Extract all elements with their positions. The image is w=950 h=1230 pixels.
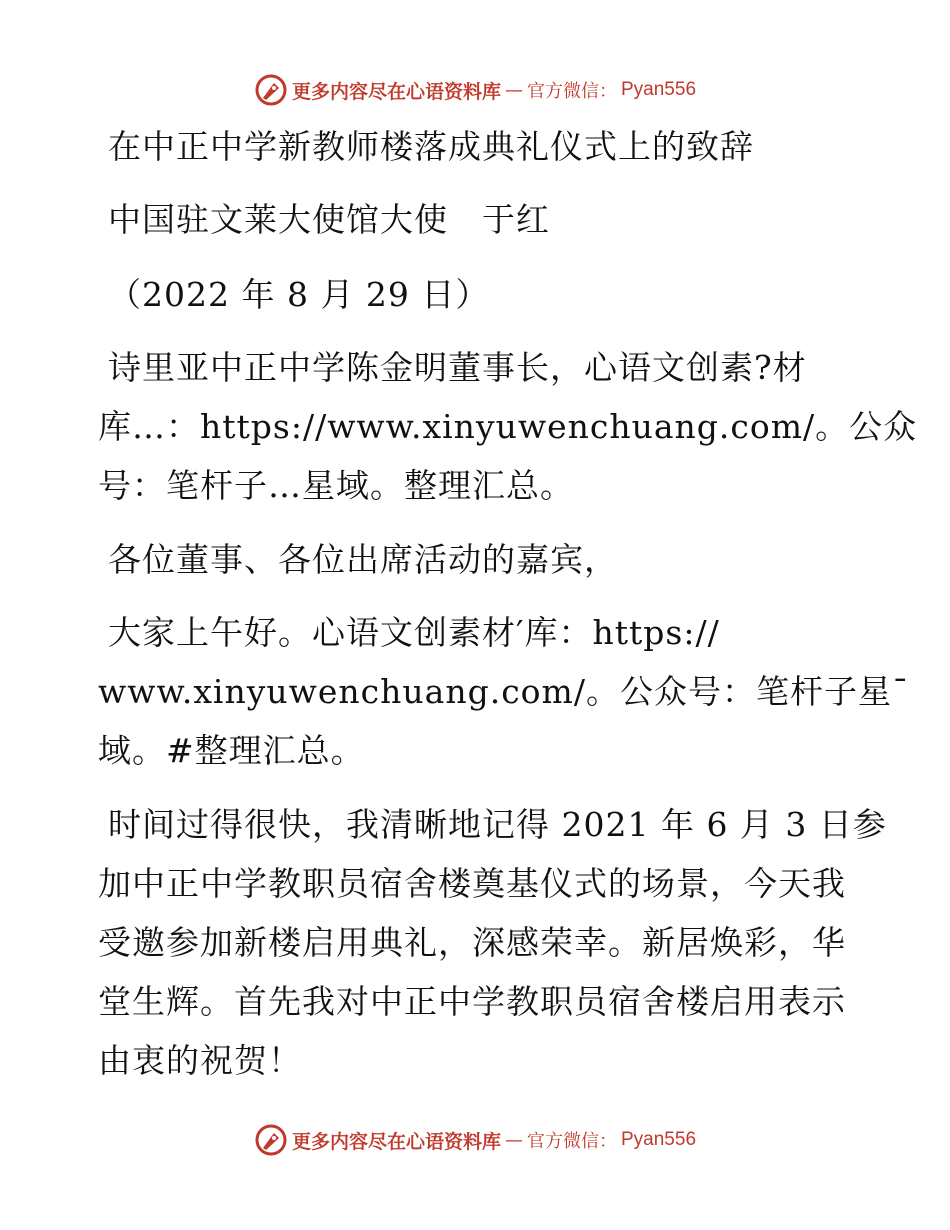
banner-separator: — xyxy=(505,1129,523,1151)
banner-wechat-id: Pyan556 xyxy=(621,1129,697,1150)
document-date: （2022 年 8 月 29 日） xyxy=(108,275,490,314)
footer-watermark-banner xyxy=(0,1122,950,1158)
paragraph-line: 库…：https://www.xinyuwenchuang.com/。公众 xyxy=(98,407,918,446)
document-title: 在中正中学新教师楼落成典礼仪式上的致辞 xyxy=(108,127,754,166)
banner-wechat-label: 官方微信： xyxy=(527,1131,617,1152)
paragraph-line: 大家上午好。心语文创素材′库：https:// xyxy=(108,613,720,652)
paragraph-line: 受邀参加新楼启用典礼，深感荣幸。新居焕彩，华 xyxy=(98,923,846,962)
banner-text: 更多内容尽在心语资料库 xyxy=(291,80,501,103)
paragraph-line: 加中正中学教职员宿舍楼奠基仪式的场景，今天我 xyxy=(98,864,846,903)
pen-nib-logo-icon xyxy=(254,1123,288,1157)
banner-wechat-id: Pyan556 xyxy=(621,79,697,100)
paragraph-line: 时间过得很快，我清晰地记得 2021 年 6 月 3 日参 xyxy=(108,805,887,844)
banner-text: 更多内容尽在心语资料库 xyxy=(291,1130,501,1153)
banner-wechat-label: 官方微信： xyxy=(527,81,617,102)
paragraph-line: 域。#整理汇总。 xyxy=(98,731,365,770)
paragraph-line: 诗里亚中正中学陈金明董事长，心语文创素?材 xyxy=(108,348,807,387)
banner-separator: — xyxy=(505,79,523,101)
header-watermark-banner xyxy=(0,72,950,108)
paragraph-line: 号：笔杆子…星域。整理汇总。 xyxy=(98,466,574,505)
pen-nib-logo-icon xyxy=(254,73,288,107)
paragraph-line: 堂生辉。首先我对中正中学教职员宿舍楼启用表示 xyxy=(98,982,846,1021)
paragraph-line: www.xinyuwenchuang.com/。公众号：笔杆子星¯ xyxy=(98,672,910,711)
paragraph-line: 由衷的祝贺！ xyxy=(98,1041,302,1080)
document-author: 中国驻文莱大使馆大使 于红 xyxy=(108,200,550,239)
paragraph-line: 各位董事、各位出席活动的嘉宾， xyxy=(108,540,618,579)
